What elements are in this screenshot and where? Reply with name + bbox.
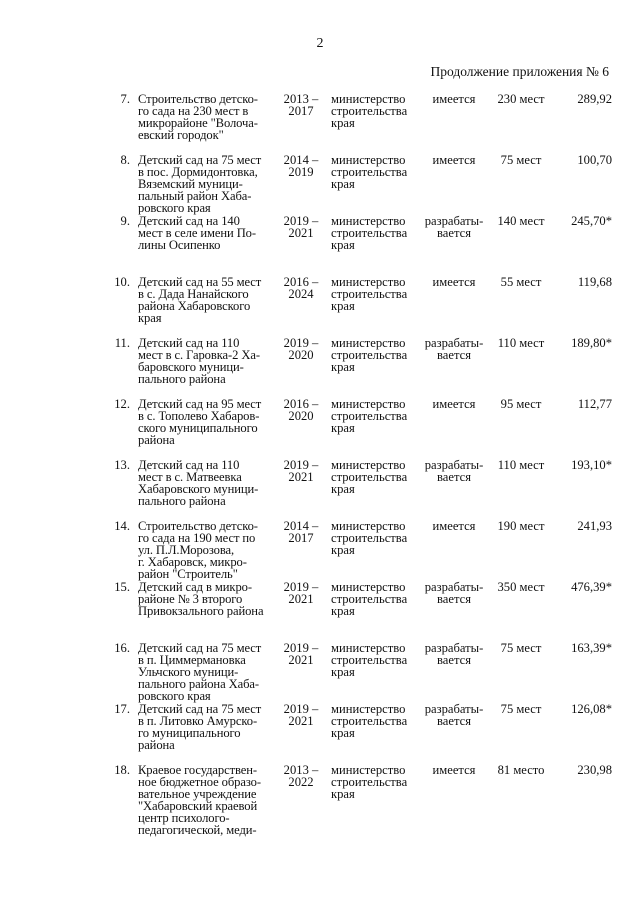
estimated-cost: 119,68 xyxy=(577,275,612,289)
row-number: 15. xyxy=(114,580,130,594)
estimated-cost: 126,08* xyxy=(571,702,612,716)
capacity: 75 мест xyxy=(500,641,542,655)
responsible-executor: министерство строительства края xyxy=(331,336,408,374)
responsible-executor: министерство строительства края xyxy=(331,275,408,313)
row-number: 13. xyxy=(114,458,130,472)
responsible-executor: министерство строительства края xyxy=(331,702,408,740)
object-name: Детский сад на 75 мест в п. Циммермановка Ульчского муници- пального района Хаба- ровского края xyxy=(138,641,262,703)
responsible-executor: министерство строительства края xyxy=(331,641,408,679)
construction-years: 2019 – 2021 xyxy=(283,702,319,728)
responsible-executor: министерство строительства края xyxy=(331,92,408,130)
construction-years: 2016 – 2020 xyxy=(283,397,319,423)
row-number: 10. xyxy=(114,275,130,289)
table-row xyxy=(0,703,640,764)
row-number: 18. xyxy=(114,763,130,777)
table-row xyxy=(0,215,640,276)
capacity: 140 мест xyxy=(497,214,545,228)
construction-years: 2016 – 2024 xyxy=(283,275,319,301)
design-documentation: разрабаты- вается xyxy=(424,702,484,728)
object-name: Строительство детско- го сада на 230 мест в микрорайоне "Волоча- евский городок" xyxy=(138,92,258,142)
estimated-cost: 112,77 xyxy=(577,397,612,411)
construction-years: 2014 – 2017 xyxy=(283,519,319,545)
responsible-executor: министерство строительства края xyxy=(331,214,408,252)
estimated-cost: 100,70 xyxy=(577,153,612,167)
row-number: 7. xyxy=(120,92,130,106)
table-row xyxy=(0,581,640,642)
construction-years: 2013 – 2017 xyxy=(283,92,319,118)
construction-years: 2019 – 2021 xyxy=(283,641,319,667)
capacity: 350 мест xyxy=(497,580,545,594)
design-documentation: разрабаты- вается xyxy=(424,214,484,240)
object-name: Краевое государствен- ное бюджетное образо- вательное учреждение "Хабаровский краевой центр психолого- педагогической, меди- xyxy=(138,763,261,837)
design-documentation: имеется xyxy=(432,763,476,777)
table-row xyxy=(0,276,640,337)
object-name: Детский сад на 55 мест в с. Дада Нанайского района Хабаровского края xyxy=(138,275,262,325)
capacity: 95 мест xyxy=(500,397,542,411)
responsible-executor: министерство строительства края xyxy=(331,519,408,557)
design-documentation: имеется xyxy=(432,153,476,167)
capacity: 55 мест xyxy=(500,275,542,289)
design-documentation: имеется xyxy=(432,397,476,411)
object-name: Детский сад на 75 мест в п. Литовко Амурско- го муниципального района xyxy=(138,702,262,752)
responsible-executor: министерство строительства края xyxy=(331,458,408,496)
page-number: 2 xyxy=(316,36,324,51)
estimated-cost: 289,92 xyxy=(577,92,612,106)
capacity: 110 мест xyxy=(497,336,545,350)
table-row xyxy=(0,398,640,459)
object-name: Детский сад в микро- районе № 3 второго Привокзального района xyxy=(138,580,264,618)
appendix-note: Продолжение приложения № 6 xyxy=(430,64,609,79)
estimated-cost: 476,39* xyxy=(571,580,612,594)
estimated-cost: 241,93 xyxy=(577,519,612,533)
object-name: Детский сад на 95 мест в с. Тополево Хабаров- ского муниципального района xyxy=(138,397,262,447)
responsible-executor: министерство строительства края xyxy=(331,763,408,801)
object-name: Детский сад на 75 мест в пос. Дормидонтовка, Вяземский муници- пальный район Хаба- ровского края xyxy=(138,153,262,215)
objects-table xyxy=(0,92,640,837)
design-documentation: разрабаты- вается xyxy=(424,580,484,606)
capacity: 75 мест xyxy=(500,153,542,167)
design-documentation: имеется xyxy=(432,275,476,289)
capacity: 81 место xyxy=(497,763,545,777)
object-name: Детский сад на 140 мест в селе имени По- лины Осипенко xyxy=(138,214,256,252)
table-row xyxy=(0,642,640,703)
row-number: 11. xyxy=(114,336,130,350)
design-documentation: разрабаты- вается xyxy=(424,336,484,362)
construction-years: 2019 – 2021 xyxy=(283,580,319,606)
design-documentation: имеется xyxy=(432,519,476,533)
construction-years: 2019 – 2020 xyxy=(283,336,319,362)
responsible-executor: министерство строительства края xyxy=(331,153,408,191)
table-row xyxy=(0,337,640,398)
estimated-cost: 230,98 xyxy=(577,763,612,777)
responsible-executor: министерство строительства края xyxy=(331,397,408,435)
object-name: Детский сад на 110 мест в с. Гаровка-2 Ха- баровского муници- пального района xyxy=(138,336,260,386)
responsible-executor: министерство строительства края xyxy=(331,580,408,618)
design-documentation: имеется xyxy=(432,92,476,106)
capacity: 230 мест xyxy=(497,92,545,106)
row-number: 16. xyxy=(114,641,130,655)
capacity: 110 мест xyxy=(497,458,545,472)
table-row xyxy=(0,93,640,154)
estimated-cost: 163,39* xyxy=(571,641,612,655)
capacity: 75 мест xyxy=(500,702,542,716)
construction-years: 2019 – 2021 xyxy=(283,214,319,240)
construction-years: 2014 – 2019 xyxy=(283,153,319,179)
row-number: 17. xyxy=(114,702,130,716)
construction-years: 2013 – 2022 xyxy=(283,763,319,789)
capacity: 190 мест xyxy=(497,519,545,533)
table-row xyxy=(0,459,640,520)
row-number: 14. xyxy=(114,519,130,533)
table-row xyxy=(0,154,640,215)
object-name: Детский сад на 110 мест в с. Матвеевка Хабаровского муници- пального района xyxy=(138,458,259,508)
row-number: 12. xyxy=(114,397,130,411)
table-row xyxy=(0,763,640,837)
estimated-cost: 245,70* xyxy=(571,214,612,228)
estimated-cost: 189,80* xyxy=(571,336,612,350)
estimated-cost: 193,10* xyxy=(571,458,612,472)
table-row xyxy=(0,520,640,581)
construction-years: 2019 – 2021 xyxy=(283,458,319,484)
row-number: 8. xyxy=(120,153,130,167)
row-number: 9. xyxy=(120,214,130,228)
design-documentation: разрабаты- вается xyxy=(424,641,484,667)
design-documentation: разрабаты- вается xyxy=(424,458,484,484)
object-name: Строительство детско- го сада на 190 мест по ул. П.Л.Морозова, г. Хабаровск, микро- район "Строитель" xyxy=(138,519,258,581)
